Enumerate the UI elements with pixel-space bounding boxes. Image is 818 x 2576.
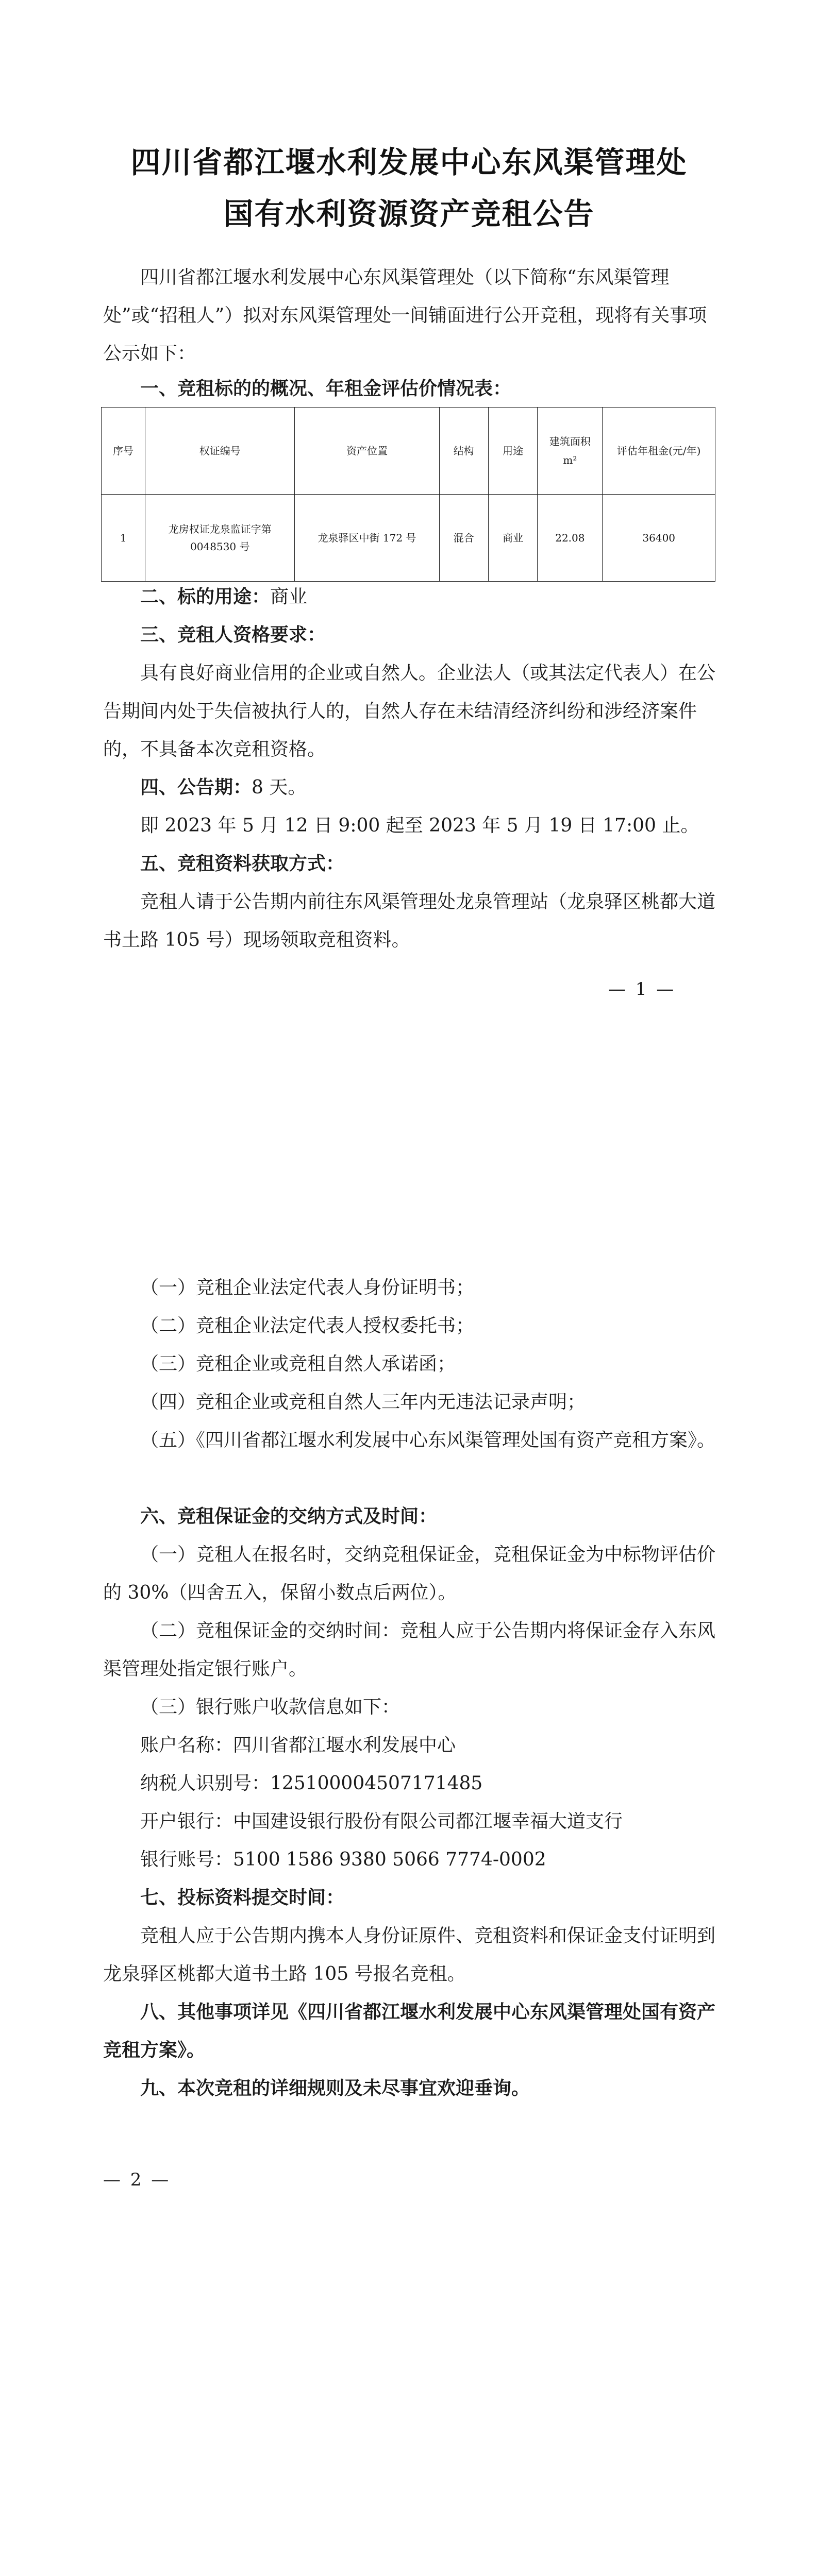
section-7-heading: 七、投标资料提交时间： [140,1887,345,1908]
intro-paragraph: 四川省都江堰水利发展中心东风渠管理处（以下简称“东风渠管理处”或“招租人”）拟对东风渠管理处一间铺面进行公开竞租，现将有关事项公示如下： [103,267,707,364]
doc-title-line2: 国有水利资源资产竞租公告 [223,196,595,231]
page-1 [0,0,818,1157]
page-3 [0,2313,818,2576]
section-5-heading: 五、竞租资料获取方式： [140,853,345,874]
table-cell: 商业 [488,495,537,582]
table-header-cell: 评估年租金(元/年) [603,408,715,495]
section-4-value: 8 天。 [252,777,307,798]
section-3-heading: 三、竞租人资格要求： [140,624,326,646]
material-item-1: （一）竞租企业法定代表人身份证明书； [140,1277,475,1298]
material-item-2: （二）竞租企业法定代表人授权委托书； [140,1315,475,1336]
section-8-heading: 八、其他事项详见《四川省都江堰水利发展中心东风渠管理处国有资产竞租方案》。 [103,2002,716,2061]
page-number-2: — 2 — [103,2170,171,2190]
table-cell: 龙泉驿区中街 172 号 [295,495,439,582]
bid-table [101,407,715,582]
table-cell: 混合 [439,495,488,582]
doc-title-line1: 四川省都江堰水利发展中心东风渠管理处 [130,145,688,180]
section-4-text: 即 2023 年 5 月 12 日 9:00 起至 2023 年 5 月 19 日 17:00 止。 [140,815,699,836]
section-5-text: 竞租人请于公告期内前往东风渠管理处龙泉管理站（龙泉驿区桃都大道书土路 105 号）现场领取竞租资料。 [103,891,716,951]
section-4 [103,769,716,807]
table-header-row [102,408,715,495]
section-6-item-3: （三）银行账户收款信息如下： [140,1697,400,1718]
material-item-3: （三）竞租企业或竞租自然人承诺函； [140,1353,456,1375]
section-6-item-1: （一）竞租人在报名时，交纳竞租保证金，竞租保证金为中标物评估价的 30%（四舍五入，保留小数点后两位）。 [103,1544,716,1603]
section-2 [103,578,716,616]
table-header-cell: 用途 [488,408,537,495]
section-7-text: 竞租人应于公告期内携本人身份证原件、竞租资料和保证金支付证明到龙泉驿区桃都大道书土路 105 号报名竞租。 [103,1925,716,1985]
section-2-heading: 二、标的用途： [140,586,271,607]
material-item-4: （四）竞租企业或竞租自然人三年内无违法记录声明； [140,1392,586,1413]
table-header-cell: 序号 [102,408,145,495]
section-1-heading: 一、竞租标的的概况、年租金评估价情况表： [140,378,512,399]
material-item-5: （五）《四川省都江堰水利发展中心东风渠管理处国有资产竞租方案》。 [140,1430,716,1451]
bank-name: 开户银行：中国建设银行股份有限公司都江堰幸福大道支行 [140,1811,623,1832]
table-cell: 36400 [603,495,715,582]
taxpayer-id: 纳税人识别号：12510000450717148​5 [140,1773,483,1794]
section-9-heading: 九、本次竞租的详细规则及未尽事宜欢迎垂询。 [140,2078,530,2099]
account-number: 银行账号：5100 1586 9380 5066 7774-0002 [140,1849,546,1870]
table-header-cell: 结构 [439,408,488,495]
section-4-heading: 四、公告期： [140,777,252,798]
table-row [102,495,715,582]
page-number-1: — 1 — [608,979,676,999]
table-cell: 龙房权证龙泉监证字第 0048530 号 [145,495,295,582]
table-header-cell: 权证编号 [145,408,295,495]
section-3-text: 具有良好商业信用的企业或自然人。企业法人（或其法定代表人）在公告期间内处于失信被执行人的，自然人存在未结清经济纠纷和涉经济案件的，不具备本次竞租资格。 [103,663,716,760]
table-header-cell: 建筑面积 m² [538,408,603,495]
account-name: 账户名称：四川省都江堰水利发展中心 [140,1735,456,1756]
section-6-heading: 六、竞租保证金的交纳方式及时间： [140,1506,438,1527]
table-header-cell: 资产位置 [295,408,439,495]
section-6-item-2: （二）竞租保证金的交纳时间：竞租人应于公告期内将保证金存入东风渠管理处指定银行账户。 [103,1620,716,1680]
table-cell: 1 [102,495,145,582]
table-cell: 22.08 [538,495,603,582]
section-2-value: 商业 [270,586,308,607]
page-2 [0,1157,818,2313]
